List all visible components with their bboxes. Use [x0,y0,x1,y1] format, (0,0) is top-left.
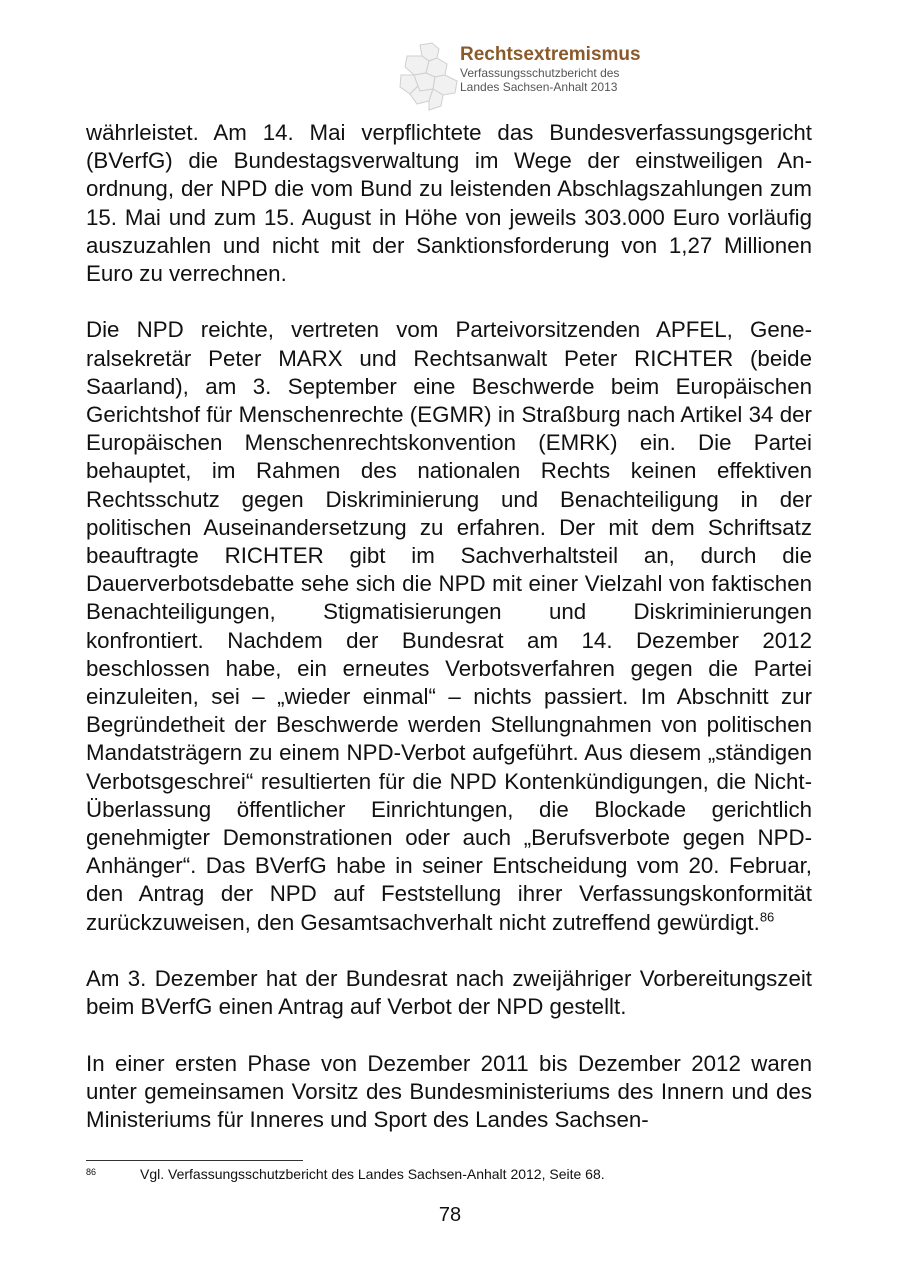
page-number: 78 [438,1204,462,1226]
footnote-reference[interactable]: 86 [759,909,775,925]
paragraph-3: Am 3. Dezember hat der Bundesrat nach zweijähriger Vorbereitungszeit beim BVerfG einen Antrag auf Verbot der NPD gestellt. [86,966,812,1020]
saxony-anhalt-map-icon [398,42,460,112]
paragraph-1: währleistet. Am 14. Mai verpflichtete das Bundesverfassungsgericht (BVerfG) die Bundestagsverwaltung im Wege der einstweiligen Anordnung, der NPD die vom Bund zu leistenden Abschlagszahlungen zum 15. Mai und zum 15. August in Höhe von jeweils 303.000 Euro vorläufig auszuzahlen und nicht mit der Sanktionsforderung von 1,27 Millionen Euro zu verrechnen. [86,120,812,287]
paragraph-2 [86,316,812,936]
header-text [460,44,641,94]
paragraph-2-text: Die NPD reichte, vertreten vom Parteivorsitzenden APFEL, Generalsekretär Peter MARX und Rechtsanwalt Peter RICHTER (beide Saarland), am 3. September eine Beschwerde beim Europäischen Gerichtshof für Menschenrechte (EGMR) in Straßburg nach Artikel 34 der Europäischen Menschenrechtskonvention (EMRK) ein. Die Partei behauptet, im Rahmen des nationalen Rechts keinen effektiven Rechtsschutz gegen Diskriminierung und Benachteiligung in der politischen Auseinandersetzung zu erfahren. Der mit dem Schriftsatz beauftragte RICHTER gibt im Sachverhaltsteil an, durch die Dauerverbotsdebatte sehe sich die NPD mit einer Vielzahl von faktischen Benachteiligungen, Stigmatisierungen und Diskriminierungen konfrontiert. Nachdem der Bundesrat am 14. Dezember 2012 beschlossen habe, ein erneutes Verbotsverfahren gegen die Partei einzuleiten, sei – „wieder einmal“ – nichts passiert. Im Abschnitt zur Begründetheit der Beschwerde werden Stellungnahmen von politischen Mandatsträgern zu einem NPD-Verbot aufgeführt. Aus diesem „ständigen Verbotsgeschrei“ resultierten für die NPD Kontenkündigungen, die Nicht-Überlassung öffentlicher Einrichtungen, die Blockade gerichtlich genehmigter Demonstrationen oder auch „Berufsverbote gegen NPD-Anhänger“. Das BVerfG habe in seiner Entscheidung vom 20. Februar, den Antrag der NPD auf Feststellung ihrer Verfassungskonformität zurückzuweisen, den Gesamtsachverhalt nicht zutreffend gewürdigt. [86,317,812,935]
header-title: Rechtsextremismus [460,44,641,65]
page-header [398,42,698,114]
paragraph-4: In einer ersten Phase von Dezember 2011 bis Dezember 2012 waren unter gemeinsamen Vorsitz des Bundesministeriums des Innern und des Ministeriums für Inneres und Sport des Landes Sachsen- [86,1050,812,1133]
header-subtitle-line2: Landes Sachsen-Anhalt 2013 [460,80,618,94]
footnote-separator [86,1160,303,1161]
body-text [86,119,812,1134]
header-subtitle-line1: Verfassungsschutzbericht des [460,66,620,80]
footnote-text: Vgl. Verfassungsschutzbericht des Landes Sachsen-Anhalt 2012, Seite 68. [140,1166,605,1182]
footnote-number: 86 [86,1167,97,1177]
